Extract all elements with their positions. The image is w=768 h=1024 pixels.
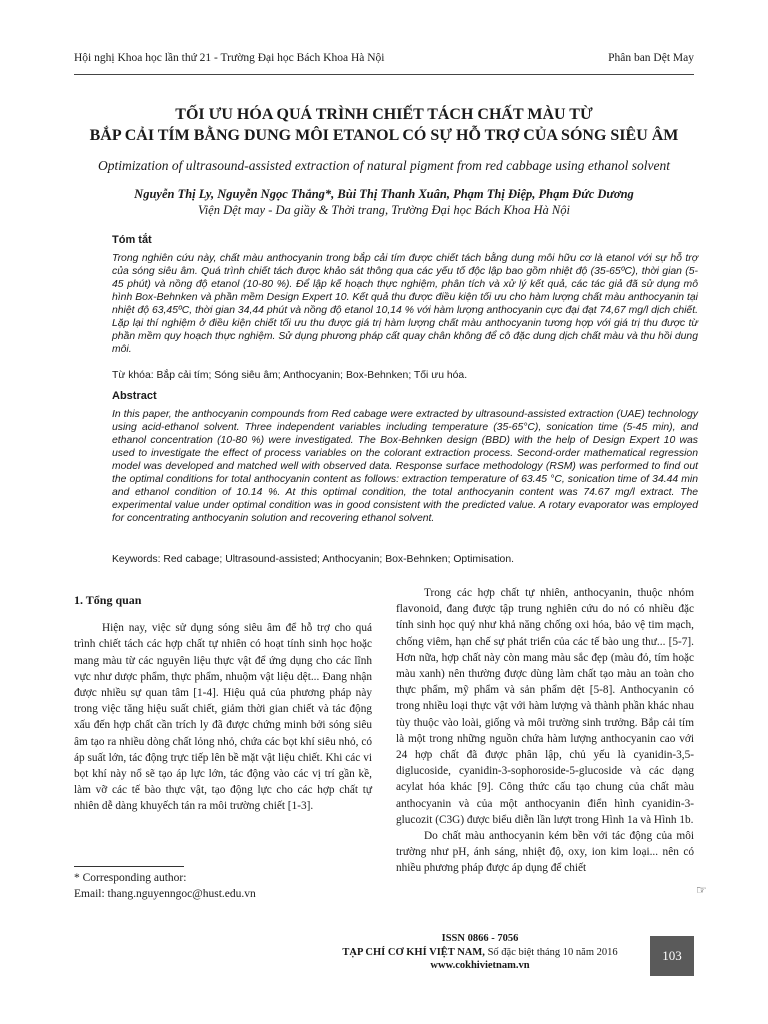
english-title: Optimization of ultrasound-assisted extraction of natural pigment from red cabbage using ethanol solvent — [98, 158, 670, 173]
journal-line — [300, 946, 660, 960]
title-line-2: BẮP CẢI TÍM BẰNG DUNG MÔI ETANOL CÓ SỰ HỖ TRỢ CỦA SÓNG SIÊU ÂM — [89, 127, 679, 144]
keywords-vi: Từ khóa: Bắp cải tím; Sóng siêu âm; Anthocyanin; Box-Behnken; Tối ưu hóa. — [112, 370, 468, 381]
left-column — [74, 592, 372, 815]
journal-website: www.cokhivietnam.vn — [430, 960, 530, 971]
page-number: 103 — [650, 936, 694, 976]
summary-text: Trong nghiên cứu này, chất màu anthocyanin trong bắp cải tím được chiết tách bằng dung môi hữu cơ là etanol với sự hỗ trợ của sóng siêu âm. Quá trình chiết tách được khảo sát thông qua các yếu tố độc lập bao gồm nhiệt độ (35-65ºC), thời gian (5-45 phút) và nồng độ etanol (10-80 %). Để lập kế hoạch thực nghiệm, phân tích và xử lý kết quả, các tác giả đã sử dụng mô hình Box-Behnken và phần mềm Design Expert 10. Kết quả thu được điều kiện tối ưu cho hàm lượng chất màu anthocyanin tại nhiệt độ 63,45ºC, thời gian 34,44 phút và nồng độ etanol 10,14 % với hàm lượng anthocyanin cực đại đạt 74,67 mg/l dịch chiết. Lặp lại thí nghiệm ở điều kiện chiết tối ưu thu được giá trị hàm lượng chất màu anthocyanin tương hợp với giá trị thu được từ phần mềm quy hoạch thực nghiệm. Sử dụng phương pháp cất quay chân không để cô đặc dung dịch chất màu và thu hồi dung môi. — [112, 253, 698, 355]
journal-footer — [300, 932, 660, 973]
abstract-heading: Abstract — [112, 390, 157, 402]
body-paragraph: Hiện nay, việc sử dụng sóng siêu âm để hỗ trợ cho quá trình chiết tách các hợp chất tự nhiên có hoạt tính sinh học hoặc mang màu từ các nguyên liệu thực vật để ứng dụng cho các lĩnh vực như dược phẩm, thực phẩm, nhuộm vật liệu dệt... Đang nhận được nhiều sự quan tâm [1-4]. Hiệu quả của phương pháp này trong việc tăng hiệu suất chiết, giảm thời gian chiết và tác động xấu đến hợp chất cần trích ly đã được chứng minh bởi sóng siêu âm tạo ra nhiều dòng chất lỏng nhỏ, chứa các bọt khí siêu nhỏ, có áp suất lớn, tác động trực tiếp lên bề mặt vật liệu chiết. Khi các vi bọt khí này nổ sẽ tạo áp lực lớn, tác động vào các vị trí gần kề, làm vỡ các tế bào thực vật, tạo động lực cho các hợp chất tự nhiên dễ dàng khuyếch tán ra môi trường chiết [1-3]. — [74, 622, 372, 813]
footnote-rule — [74, 866, 184, 867]
footnote — [74, 870, 256, 902]
section-heading: 1. Tổng quan — [74, 593, 142, 607]
keywords-en: Keywords: Red cabage; Ultrasound-assisted; Anthocyanin; Box-Behnken; Optimisation. — [112, 554, 514, 565]
header-left: Hội nghị Khoa học lần thứ 21 - Trường Đại học Bách Khoa Hà Nội — [74, 52, 385, 64]
footnote-line-1: * Corresponding author: — [74, 872, 187, 884]
author-names: Nguyễn Thị Ly, Nguyễn Ngọc Thắng*, Bùi Thị Thanh Xuân, Phạm Thị Điệp, Phạm Đức Dương — [134, 187, 634, 201]
right-column — [396, 585, 694, 877]
header-rule — [74, 74, 694, 75]
author-block — [60, 186, 708, 218]
journal-name: TẠP CHÍ CƠ KHÍ VIỆT NAM, — [342, 946, 485, 958]
abstract-text: In this paper, the anthocyanin compounds from Red cabage were extracted by ultrasound-assisted extraction (UAE) technology using acid-ethanol solvent. Three independent variables including temperature (35-65°C), sonication time (5-45 min), and ethanol concentration (10-80 %) were investigated. The Box-Behnken design (BBD) with the help of Design Expert 10 was used to investigate the effect of process variables on the colorant extraction process. Second-order mathematical regression model was developed and matched well with observed data. Response surface methodology (RSM) was performed to find out the optimal conditions for total anthocyanin content as follows: extraction temperature of 63.45 °C, sonication time of 34.44 min and ethanol condition of 10.14 %. At this optimal condition, the total anthocyanin content was 74.67 mg/l extract. The experimental value under optimal condition was in good consistent with the predicted value. A rotary evaporator was employed for concentrating anthocyanin solution and recovering ethanol solvent. — [112, 409, 698, 524]
issn: ISSN 0866 - 7056 — [441, 933, 519, 944]
pointing-hand-icon: ☞ — [696, 883, 707, 897]
title-line-1: TỐI ƯU HÓA QUÁ TRÌNH CHIẾT TÁCH CHẤT MÀU TỪ — [175, 106, 593, 123]
footnote-email: Email: thang.nguyenngoc@hust.edu.vn — [74, 888, 256, 900]
affiliation: Viện Dệt may - Da giầy & Thời trang, Trường Đại học Bách Khoa Hà Nội — [198, 203, 570, 217]
body-paragraph: Trong các hợp chất tự nhiên, anthocyanin, thuộc nhóm flavonoid, đang được tập trung nghiên cứu do nó có nhiều đặc tính sinh học quý như khả năng chống oxi hóa, bảo vệ tim mạch, chống viêm, hạn chế sự phát triển của các tế bào ung thư... [5-7]. Hơn nữa, hợp chất này còn mang màu sắc đẹp (màu đỏ, tím hoặc màu xanh) nên thường được dùng làm chất tạo màu an toàn cho thực phẩm, mỹ phẩm và sản phẩm dệt [5-8]. Anthocyanin có trong nhiều loại thực vật với hàm lượng và thành phần khác nhau tùy thuộc vào loài, giống và môi trường sinh trưởng. Bắp cải tím là một trong những nguồn chứa hàm lượng anthocyanin cao với 24 hợp chất đã được phân lập, chủ yếu là cyanidin-3,5-diglucoside, cyanidin-3-sophoroside-5-glucoside và các dạng acylat hóa khác [9]. Công thức cấu tạo chung của chất màu anthocyanin và của một anthocyanin điển hình cyanidin-3-glucozit (C3G) được biểu diễn lần lượt trong Hình 1a và Hình 1b. — [396, 587, 694, 826]
running-header — [74, 52, 694, 70]
header-right: Phân ban Dệt May — [608, 52, 694, 64]
issue-info: Số đặc biệt tháng 10 năm 2016 — [484, 946, 618, 958]
body-paragraph: Do chất màu anthocyanin kém bền với tác động của môi trường như pH, ánh sáng, nhiệt độ, oxy, ion kim loại... nên có nhiều phương pháp được áp dụng để chiết — [396, 830, 694, 875]
paper-title — [60, 104, 708, 146]
summary-heading: Tóm tắt — [112, 234, 152, 246]
